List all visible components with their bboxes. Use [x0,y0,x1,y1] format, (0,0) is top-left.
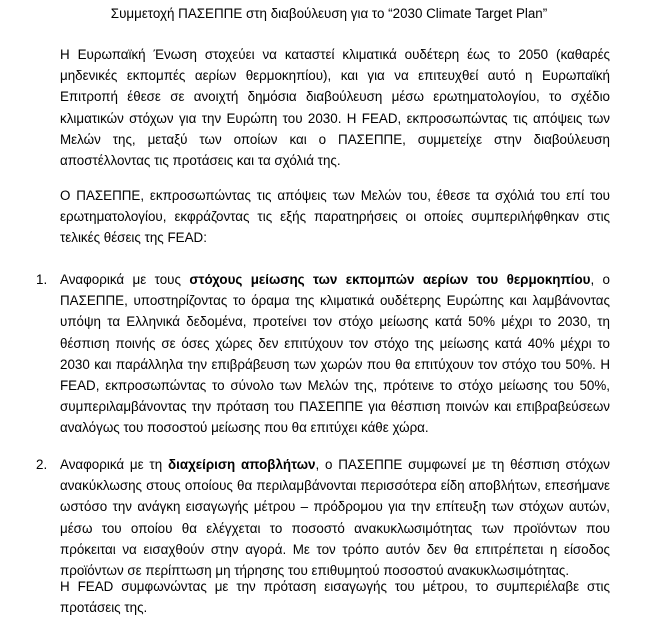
list-item [36,454,610,581]
list-item-bold: στόχους μείωσης των εκπομπών αερίων του θερμοκηπίου [189,272,591,287]
list-item-lead: Αναφορικά με τους [60,272,190,287]
list-item-text: , ο ΠΑΣΕΠΠΕ, υποστηρίζοντας το όραμα της κλιματικά ουδέτερης Ευρώπης και λαμβάνοντας υπόψη τα Ελληνικά δεδομένα, προτείνει τον στόχο μείωσης κατά 50% μέχρι το 2030, τη θέσπιση ποινής σε όσες χώρες δεν επιτύχουν τον στόχο της μείωσης κατά 40% μέχρι το 2030 και παράλληλα την επιβράβευση των χωρών που θα επιτύχουν τον στόχο του 50%. Η FEAD, εκπροσωπώντας το σύνολο των Μελών της, πρότεινε το στόχο μείωσης του 50%, συμπεριλαμβάνοντας την πρόταση του ΠΑΣΕΠΠΕ για θέσπιση ποινών και επιβραβεύσεων αναλόγως του ποσοστού μείωσης που θα επιτύχει κάθε χώρα. [60,272,611,436]
second-paragraph: Ο ΠΑΣΕΠΠΕ, εκπροσωπώντας τις απόψεις των Μελών του, έθεσε τα σχόλιά του επί του ερωτηματολογίου, εκφράζοντας τις εξής παρατηρήσεις οι οποίες συμπεριλήφθηκαν στις τελικές θέσεις της FEAD: [60,188,610,246]
list-item-lead: Αναφορικά με τη [60,457,168,472]
list-item-number: 2. [36,457,48,472]
document-title: Συμμετοχή ΠΑΣΕΠΠΕ στη διαβούλευση για το “2030 Climate Target Plan” [110,6,548,21]
list-item [36,269,611,439]
list-item-followup: Η FEAD συμφωνώντας με την πρόταση εισαγωγής του μέτρου, το συμπεριέλαβε στις προτάσεις της. [60,579,610,616]
list-item-text: , ο ΠΑΣΕΠΠΕ συμφωνεί με τη θέσπιση στόχων ανακύκλωσης στους οποίους θα περιλαμβάνονται περισσότερα είδη αποβλήτων, επεσήμανε ωστόσο την ανάγκη εισαγωγής μέτρου – πρόδρομου για την επίτευξη των στόχων αυτών, μέσω του οποίου θα ελέγχεται το ποσοστό ανακυκλωσιμότητας των προϊόντων που πρόκειται να εισαχθούν στην αγορά. Με τον τρόπο αυτόν δεν θα επιτρέπεται η είσοδος προϊόντων σε περίπτωση μη τήρησης του επιθυμητού ποσοστού ανακυκλωσιμότητας. [60,457,610,579]
list-item-number: 1. [36,272,48,287]
intro-paragraph: Η Ευρωπαϊκή Ένωση στοχεύει να καταστεί κλιματικά ουδέτερη έως το 2050 (καθαρές μηδενικές εκπομπές αερίων θερμοκηπίου), και για να επιτευχθεί αυτό η Ευρωπαϊκή Επιτροπή έθεσε σε ανοιχτή δημόσια διαβούλευση μέσω ερωτηματολογίου, το σχέδιο κλιματικών στόχων για την Ευρώπη του 2030. Η FEAD, εκπροσωπώντας τις απόψεις των Μελών της, μεταξύ των οποίων και ο ΠΑΣΕΠΠΕ, συμμετείχε στην διαβούλευση αποστέλλοντας τις προτάσεις και τα σχόλιά της. [60,47,610,169]
list-item-bold: διαχείριση αποβλήτων [168,457,316,472]
